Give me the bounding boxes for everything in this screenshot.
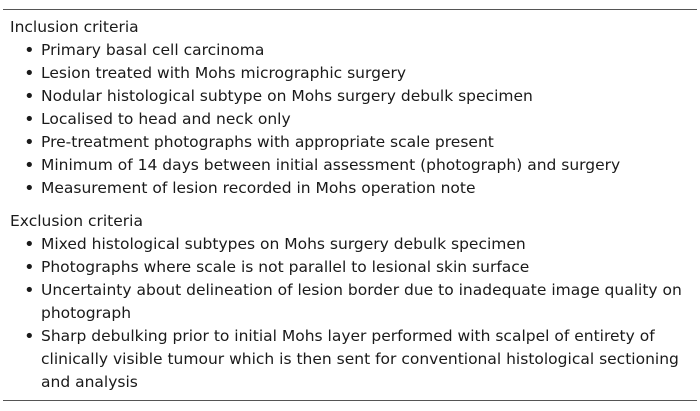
exclusion-criteria-list: [10, 233, 690, 394]
list-item: • Localised to head and neck only: [20, 108, 690, 131]
list-item: • Photographs where scale is not parallel to lesional skin surface: [20, 256, 690, 279]
list-item: • Lesion treated with Mohs micrographic surgery: [20, 62, 690, 85]
table-bottom-rule: [3, 400, 697, 401]
list-item: • Nodular histological subtype on Mohs surgery debulk specimen: [20, 85, 690, 108]
table-top-rule: [3, 9, 697, 10]
inclusion-criteria-heading: Inclusion criteria: [10, 18, 139, 36]
list-item: • Measurement of lesion recorded in Mohs operation note: [20, 177, 690, 200]
inclusion-criteria-list: [10, 39, 690, 200]
list-item: • Primary basal cell carcinoma: [20, 39, 690, 62]
exclusion-criteria-heading: Exclusion criteria: [10, 212, 143, 230]
list-item: • Sharp debulking prior to initial Mohs layer performed with scalpel of entirety of clinically visible tumour which is then sent for conventional histological sectioning and analysis: [20, 325, 690, 394]
list-item: • Mixed histological subtypes on Mohs surgery debulk specimen: [20, 233, 690, 256]
list-item: • Pre-treatment photographs with appropriate scale present: [20, 131, 690, 154]
list-item: • Uncertainty about delineation of lesion border due to inadequate image quality on photograph: [20, 279, 690, 325]
section-spacer: [10, 200, 690, 210]
criteria-table: [10, 16, 690, 394]
list-item: • Minimum of 14 days between initial assessment (photograph) and surgery: [20, 154, 690, 177]
